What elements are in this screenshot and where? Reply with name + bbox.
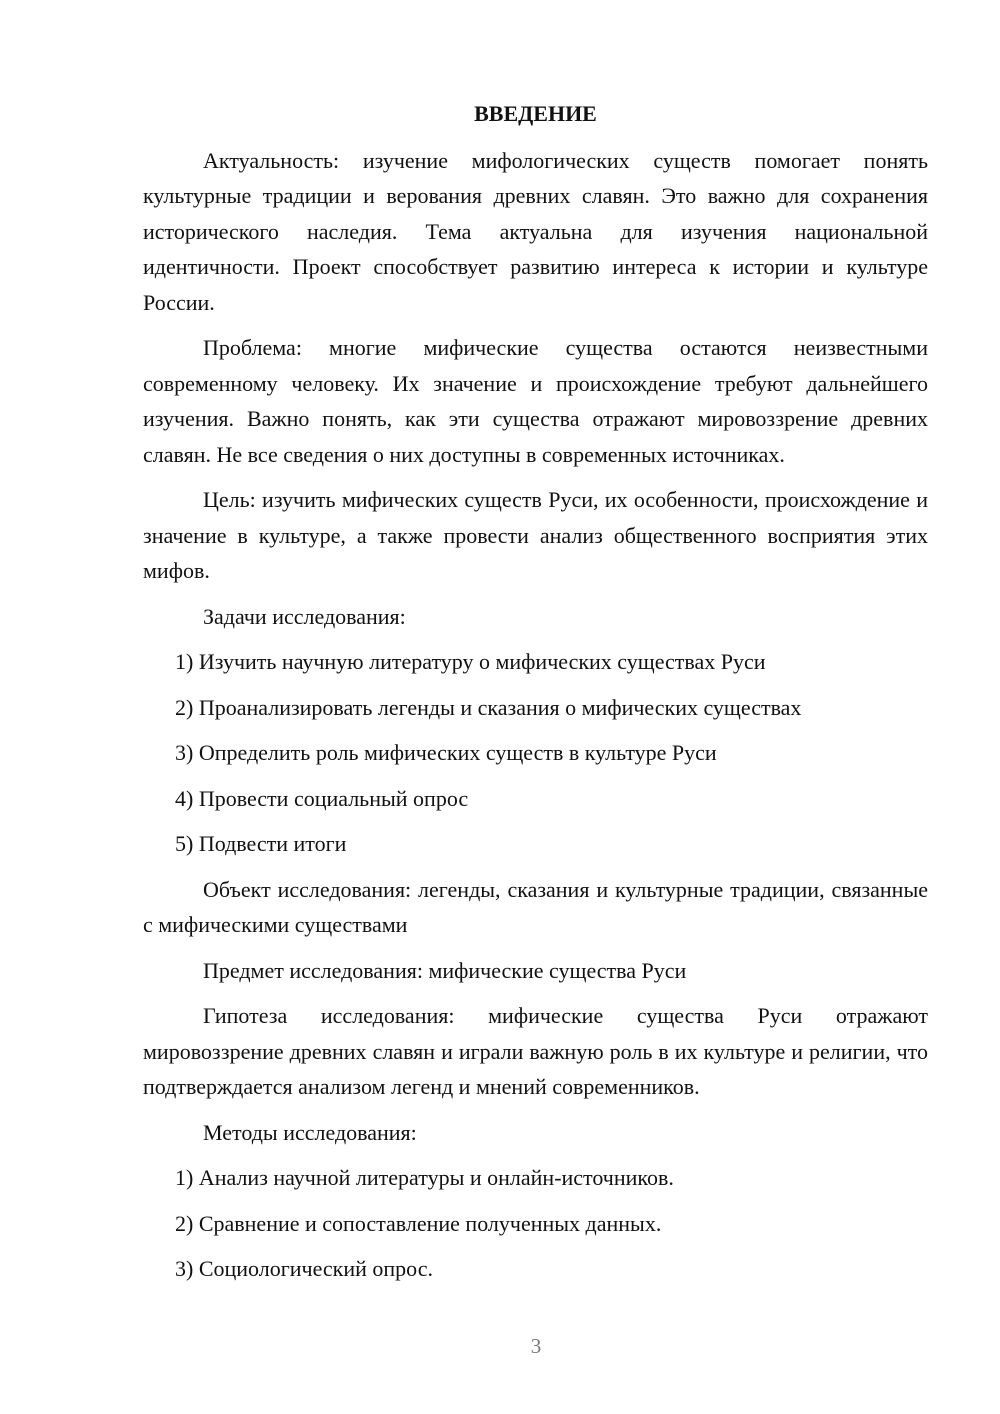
object-paragraph: Объект исследования: легенды, сказания и культурные традиции, связанные с мифическими существами <box>143 876 928 937</box>
relevance-paragraph: Актуальность: изучение мифологических существ помогает понять культурные традиции и верования древних славян. Это важно для сохранения исторического наследия. Тема актуальна для изучения национальной идентичности. Проект способствует развитию интереса к истории и культуре России. <box>143 147 928 315</box>
task-item: 2) Проанализировать легенды и сказания о мифических существах <box>175 694 802 720</box>
problem-paragraph: Проблема: многие мифические существа остаются неизвестными современному человеку. Их значение и происхождение требуют дальнейшего изучения. Важно понять, как эти существа отражают мировоззрение древних славян. Не все сведения о них доступны в современных источниках. <box>143 335 928 467</box>
method-item: 1) Анализ научной литературы и онлайн-источников. <box>175 1165 674 1190</box>
section-heading: ВВЕДЕНИЕ <box>474 101 597 126</box>
task-item: 3) Определить роль мифических существ в культуре Руси <box>175 740 717 765</box>
document-body <box>143 96 928 1297</box>
task-item: 5) Подвести итоги <box>175 831 347 856</box>
page-number: 3 <box>530 1334 542 1358</box>
method-item: 2) Сравнение и сопоставление полученных данных. <box>175 1210 662 1236</box>
goal-paragraph: Цель: изучить мифических существ Руси, их особенности, происхождение и значение в культуре, а также провести анализ общественного восприятия этих мифов. <box>143 487 928 583</box>
method-item: 3) Социологический опрос. <box>175 1256 433 1281</box>
subject-paragraph: Предмет исследования: мифические существа Руси <box>203 957 687 983</box>
hypothesis-paragraph: Гипотеза исследования: мифические существа Руси отражают мировоззрение древних славян и играли важную роль в их культуре и религии, что подтверждается анализом легенд и мнений современников. <box>143 1003 928 1099</box>
tasks-label: Задачи исследования: <box>203 603 406 629</box>
task-item: 1) Изучить научную литературу о мифических существах Руси <box>175 649 766 674</box>
methods-label: Методы исследования: <box>203 1119 417 1145</box>
task-item: 4) Провести социальный опрос <box>175 785 469 811</box>
